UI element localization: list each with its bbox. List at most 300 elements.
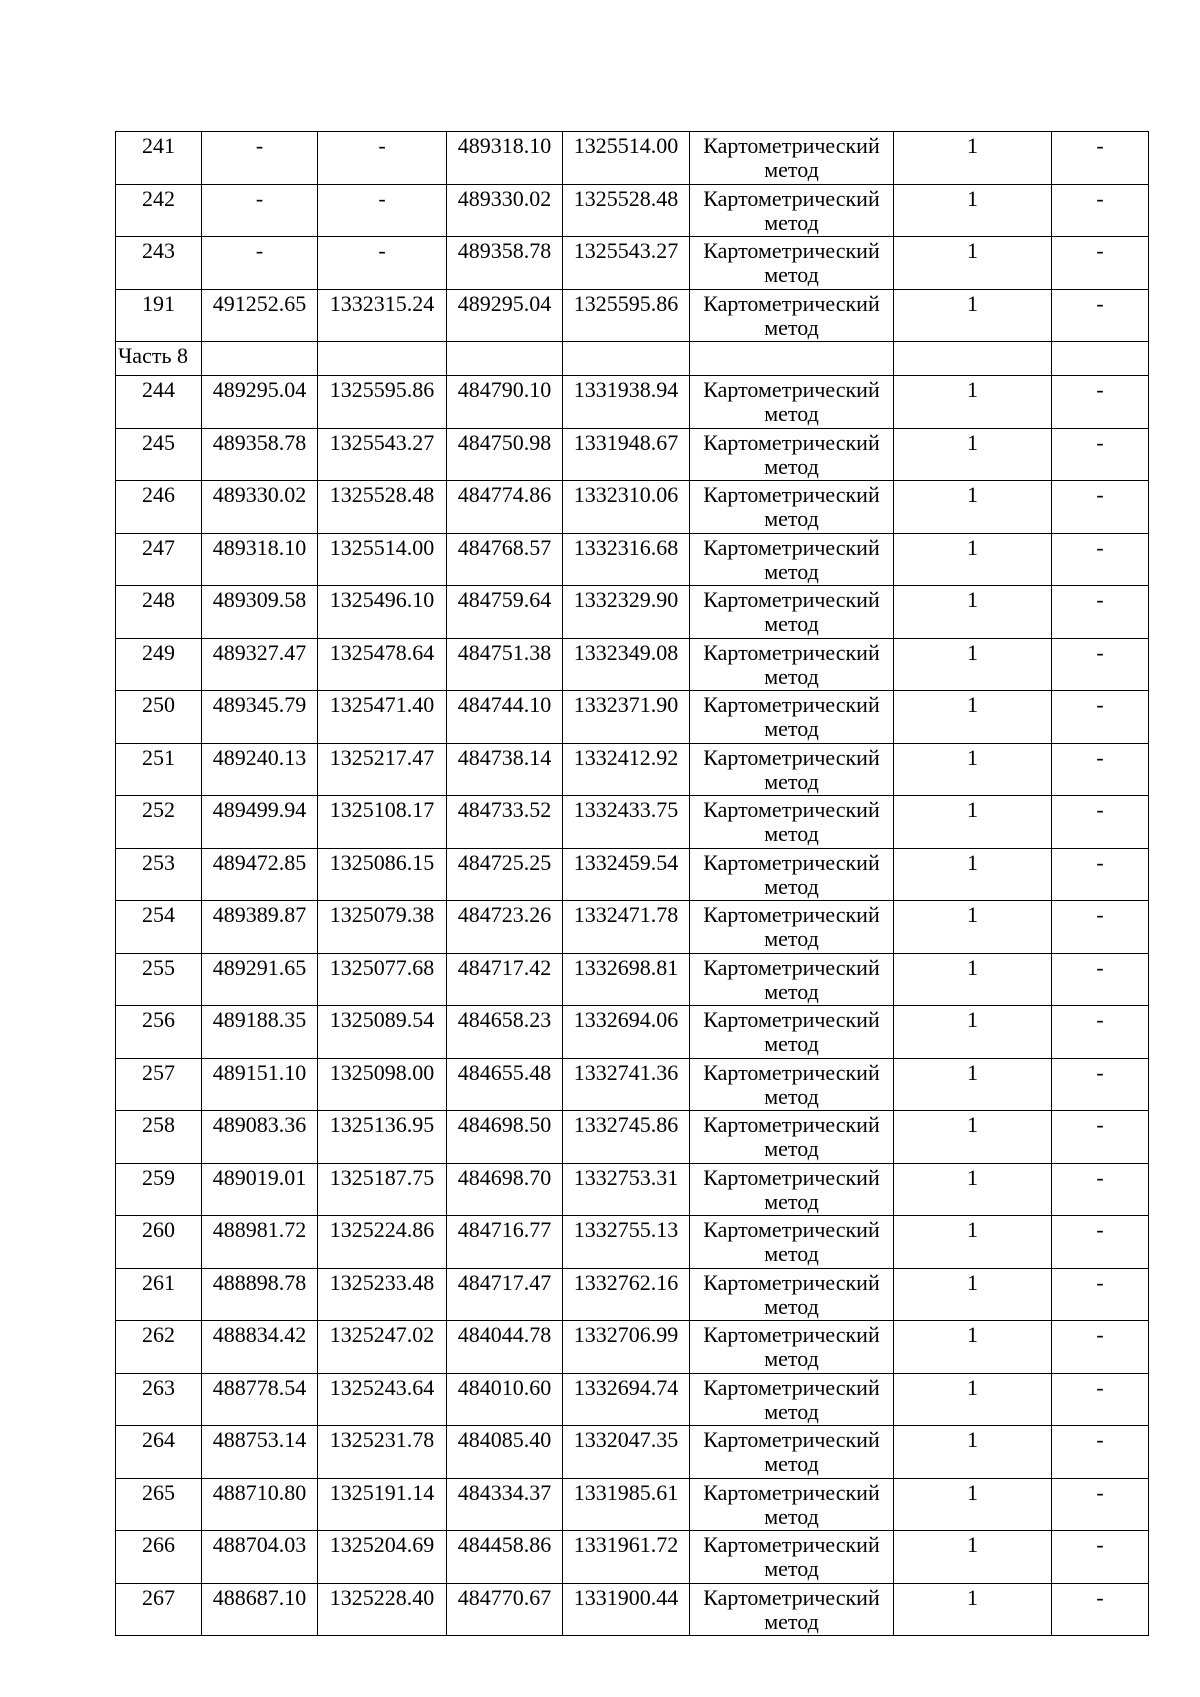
new-y-cell: 1332745.86 [563,1111,690,1164]
new-y-cell: 1332316.68 [563,533,690,586]
method-cell [690,1006,894,1059]
old-x-cell: - [202,132,318,185]
old-y-cell: 1325228.40 [318,1583,447,1636]
old-x-cell: 489358.78 [202,428,318,481]
method-line: метод [764,768,819,794]
section-header-row [116,342,1149,376]
accuracy-cell: 1 [894,289,1052,342]
point-number-cell: 264 [116,1426,202,1479]
method-line: метод [764,1241,819,1266]
new-y-cell: 1331948.67 [563,428,690,481]
accuracy-cell: 1 [894,1531,1052,1584]
point-number-cell: 260 [116,1216,202,1269]
method-cell [690,1373,894,1426]
method-cell [690,289,894,342]
method-line: метод [764,1398,819,1424]
new-x-cell: 484458.86 [447,1531,563,1584]
old-x-cell: 488687.10 [202,1583,318,1636]
method-cell [690,743,894,796]
old-y-cell: 1325543.27 [318,428,447,481]
table-row [116,184,1149,237]
old-y-cell: 1325086.15 [318,848,447,901]
method-line: Картометрический [703,238,880,263]
table-row [116,1373,1149,1426]
point-number-cell: 247 [116,533,202,586]
new-y-cell: 1332471.78 [563,901,690,954]
old-y-cell: 1325187.75 [318,1163,447,1216]
method-line: Картометрический [703,639,880,665]
method-cell [690,428,894,481]
point-number-cell: 248 [116,586,202,639]
point-number-cell: 251 [116,743,202,796]
accuracy-cell: 1 [894,1058,1052,1111]
table-row [116,638,1149,691]
method-line: Картометрический [703,290,880,316]
point-number-cell: 245 [116,428,202,481]
old-x-cell: 489318.10 [202,533,318,586]
old-y-cell: - [318,132,447,185]
new-x-cell: 484716.77 [447,1216,563,1269]
new-x-cell: 484738.14 [447,743,563,796]
method-line: Картометрический [703,587,880,612]
new-y-cell: 1325543.27 [563,237,690,290]
method-line: метод [764,314,819,340]
method-line: Картометрический [703,1584,880,1610]
note-cell: - [1052,1058,1149,1111]
accuracy-cell: 1 [894,848,1052,901]
point-number-cell: 258 [116,1111,202,1164]
old-y-cell: 1325233.48 [318,1268,447,1321]
new-y-cell: 1332694.74 [563,1373,690,1426]
old-x-cell: 488710.80 [202,1478,318,1531]
new-x-cell: 484790.10 [447,376,563,429]
note-cell: - [1052,237,1149,290]
new-y-cell: 1332329.90 [563,586,690,639]
new-x-cell: 484768.57 [447,533,563,586]
method-line: метод [764,558,819,584]
old-y-cell: 1325089.54 [318,1006,447,1059]
accuracy-cell: 1 [894,901,1052,954]
note-cell: - [1052,132,1149,185]
table-row [116,481,1149,534]
method-cell [690,1111,894,1164]
new-y-cell: 1332694.06 [563,1006,690,1059]
method-line: метод [764,453,819,479]
method-line: Картометрический [703,482,880,507]
note-cell: - [1052,1268,1149,1321]
method-cell [690,1426,894,1479]
method-cell [690,901,894,954]
table-row [116,848,1149,901]
new-y-cell: 1331900.44 [563,1583,690,1636]
old-y-cell: 1325496.10 [318,586,447,639]
new-x-cell: 484744.10 [447,691,563,744]
method-line: метод [764,978,819,1004]
method-line: метод [764,1136,819,1161]
empty-cell [563,342,690,376]
old-y-cell: 1325079.38 [318,901,447,954]
method-line: Картометрический [703,1164,880,1190]
accuracy-cell: 1 [894,1006,1052,1059]
table-row [116,691,1149,744]
method-cell [690,1268,894,1321]
new-x-cell: 489330.02 [447,184,563,237]
accuracy-cell: 1 [894,481,1052,534]
note-cell: - [1052,796,1149,849]
note-cell: - [1052,289,1149,342]
method-line: метод [764,611,819,636]
new-y-cell: 1331938.94 [563,376,690,429]
old-y-cell: 1325247.02 [318,1321,447,1374]
method-line: Картометрический [703,429,880,455]
point-number-cell: 261 [116,1268,202,1321]
method-cell [690,796,894,849]
method-line: метод [764,401,819,426]
new-y-cell: 1332459.54 [563,848,690,901]
old-y-cell: 1325231.78 [318,1426,447,1479]
old-x-cell: 488981.72 [202,1216,318,1269]
method-line: Картометрический [703,185,880,211]
point-number-cell: 246 [116,481,202,534]
old-y-cell: 1325528.48 [318,481,447,534]
note-cell: - [1052,1531,1149,1584]
note-cell: - [1052,1163,1149,1216]
old-x-cell: 488704.03 [202,1531,318,1584]
method-line: Картометрический [703,797,880,822]
point-number-cell: 253 [116,848,202,901]
method-cell [690,638,894,691]
accuracy-cell: 1 [894,1321,1052,1374]
table-row [116,743,1149,796]
method-line: Картометрический [703,377,880,402]
old-y-cell: 1325478.64 [318,638,447,691]
point-number-cell: 241 [116,132,202,185]
method-line: метод [764,663,819,689]
accuracy-cell: 1 [894,237,1052,290]
note-cell: - [1052,1426,1149,1479]
new-x-cell: 489358.78 [447,237,563,290]
point-number-cell: 242 [116,184,202,237]
old-y-cell: 1325595.86 [318,376,447,429]
table-row [116,901,1149,954]
method-cell [690,691,894,744]
method-line: метод [764,1503,819,1529]
method-line: Картометрический [703,744,880,770]
new-y-cell: 1332753.31 [563,1163,690,1216]
old-y-cell: 1325191.14 [318,1478,447,1531]
accuracy-cell: 1 [894,184,1052,237]
table-row [116,1583,1149,1636]
table-row [116,1163,1149,1216]
old-x-cell: 489291.65 [202,953,318,1006]
table-row [116,428,1149,481]
old-y-cell: 1325077.68 [318,953,447,1006]
old-x-cell: 491252.65 [202,289,318,342]
note-cell: - [1052,1321,1149,1374]
accuracy-cell: 1 [894,1426,1052,1479]
old-y-cell: 1325514.00 [318,533,447,586]
new-y-cell: 1332412.92 [563,743,690,796]
old-y-cell: 1325098.00 [318,1058,447,1111]
old-y-cell: 1325108.17 [318,796,447,849]
note-cell: - [1052,586,1149,639]
method-line: Картометрический [703,1007,880,1032]
table-row [116,1478,1149,1531]
new-x-cell: 484717.47 [447,1268,563,1321]
empty-cell [894,342,1052,376]
table-row [116,1006,1149,1059]
old-y-cell: 1325136.95 [318,1111,447,1164]
note-cell: - [1052,1478,1149,1531]
point-number-cell: 257 [116,1058,202,1111]
note-cell: - [1052,1216,1149,1269]
note-cell: - [1052,848,1149,901]
accuracy-cell: 1 [894,376,1052,429]
new-x-cell: 484770.67 [447,1583,563,1636]
note-cell: - [1052,481,1149,534]
note-cell: - [1052,743,1149,796]
old-y-cell: 1325224.86 [318,1216,447,1269]
method-line: метод [764,1608,819,1634]
note-cell: - [1052,1111,1149,1164]
new-x-cell: 484723.26 [447,901,563,954]
old-x-cell: 489327.47 [202,638,318,691]
table-row [116,533,1149,586]
new-x-cell: 484698.70 [447,1163,563,1216]
method-line: метод [764,821,819,846]
point-number-cell: 252 [116,796,202,849]
new-y-cell: 1332762.16 [563,1268,690,1321]
method-line: Картометрический [703,1059,880,1085]
old-x-cell: 489389.87 [202,901,318,954]
new-y-cell: 1332698.81 [563,953,690,1006]
method-cell [690,1216,894,1269]
accuracy-cell: 1 [894,1373,1052,1426]
new-x-cell: 484010.60 [447,1373,563,1426]
method-line: Картометрический [703,1217,880,1242]
point-number-cell: 250 [116,691,202,744]
empty-cell [202,342,318,376]
empty-cell [447,342,563,376]
table-row [116,1321,1149,1374]
method-cell [690,1163,894,1216]
method-line: метод [764,1556,819,1581]
point-number-cell: 267 [116,1583,202,1636]
old-x-cell: 489472.85 [202,848,318,901]
method-cell [690,1478,894,1531]
method-line: Картометрический [703,849,880,875]
accuracy-cell: 1 [894,796,1052,849]
empty-cell [690,342,894,376]
note-cell: - [1052,184,1149,237]
table-row [116,796,1149,849]
point-number-cell: 265 [116,1478,202,1531]
method-line: метод [764,506,819,531]
old-y-cell: - [318,237,447,290]
new-y-cell: 1332047.35 [563,1426,690,1479]
method-line: Картометрический [703,1479,880,1505]
new-x-cell: 484717.42 [447,953,563,1006]
table-row [116,1058,1149,1111]
table-row [116,376,1149,429]
note-cell: - [1052,901,1149,954]
method-cell [690,237,894,290]
new-x-cell: 489295.04 [447,289,563,342]
note-cell: - [1052,691,1149,744]
method-cell [690,1531,894,1584]
new-x-cell: 484655.48 [447,1058,563,1111]
point-number-cell: 255 [116,953,202,1006]
coordinates-table [115,131,1149,1636]
old-x-cell: 489240.13 [202,743,318,796]
old-x-cell: 489499.94 [202,796,318,849]
new-y-cell: 1332755.13 [563,1216,690,1269]
table-row [116,237,1149,290]
old-x-cell: - [202,237,318,290]
old-x-cell: 488753.14 [202,1426,318,1479]
table-row [116,1268,1149,1321]
method-line: Картометрический [703,1269,880,1295]
new-x-cell: 484751.38 [447,638,563,691]
old-y-cell: 1325243.64 [318,1373,447,1426]
method-cell [690,848,894,901]
point-number-cell: 266 [116,1531,202,1584]
method-line: Картометрический [703,1322,880,1347]
table-row [116,132,1149,185]
old-y-cell: 1325217.47 [318,743,447,796]
new-x-cell: 484733.52 [447,796,563,849]
method-line: Картометрический [703,1532,880,1557]
method-line: Картометрический [703,1374,880,1400]
new-x-cell: 484759.64 [447,586,563,639]
new-x-cell: 484725.25 [447,848,563,901]
method-line: метод [764,1031,819,1056]
table-body [116,132,1149,1636]
note-cell: - [1052,376,1149,429]
note-cell: - [1052,428,1149,481]
point-number-cell: 191 [116,289,202,342]
note-cell: - [1052,533,1149,586]
old-y-cell: 1332315.24 [318,289,447,342]
point-number-cell: 262 [116,1321,202,1374]
old-x-cell: 489330.02 [202,481,318,534]
old-x-cell: 489295.04 [202,376,318,429]
accuracy-cell: 1 [894,586,1052,639]
old-x-cell: 489151.10 [202,1058,318,1111]
accuracy-cell: 1 [894,1583,1052,1636]
old-x-cell: 489309.58 [202,586,318,639]
method-line: Картометрический [703,133,880,158]
table-row [116,953,1149,1006]
accuracy-cell: 1 [894,428,1052,481]
method-line: метод [764,262,819,287]
new-x-cell: 484044.78 [447,1321,563,1374]
new-y-cell: 1331985.61 [563,1478,690,1531]
method-line: Картометрический [703,902,880,927]
note-cell: - [1052,638,1149,691]
point-number-cell: 256 [116,1006,202,1059]
old-x-cell: 488834.42 [202,1321,318,1374]
empty-cell [1052,342,1149,376]
accuracy-cell: 1 [894,1163,1052,1216]
point-number-cell: 263 [116,1373,202,1426]
method-line: метод [764,1188,819,1214]
method-cell [690,586,894,639]
method-line: метод [764,157,819,182]
new-x-cell: 484774.86 [447,481,563,534]
table-row [116,1216,1149,1269]
accuracy-cell: 1 [894,638,1052,691]
table-row [116,289,1149,342]
point-number-cell: 244 [116,376,202,429]
method-line: Картометрический [703,1112,880,1137]
table-row [116,1111,1149,1164]
old-x-cell: 488778.54 [202,1373,318,1426]
new-y-cell: 1332741.36 [563,1058,690,1111]
table-row [116,1531,1149,1584]
method-line: метод [764,873,819,899]
new-x-cell: 489318.10 [447,132,563,185]
new-y-cell: 1331961.72 [563,1531,690,1584]
new-x-cell: 484750.98 [447,428,563,481]
method-cell [690,132,894,185]
new-y-cell: 1332706.99 [563,1321,690,1374]
new-y-cell: 1332433.75 [563,796,690,849]
accuracy-cell: 1 [894,1478,1052,1531]
new-y-cell: 1332349.08 [563,638,690,691]
method-line: метод [764,926,819,951]
method-line: метод [764,1451,819,1476]
new-y-cell: 1325514.00 [563,132,690,185]
section-label: Часть 8 [116,342,202,376]
old-x-cell: - [202,184,318,237]
method-line: метод [764,1083,819,1109]
note-cell: - [1052,1373,1149,1426]
new-x-cell: 484334.37 [447,1478,563,1531]
note-cell: - [1052,953,1149,1006]
old-x-cell: 489188.35 [202,1006,318,1059]
accuracy-cell: 1 [894,1216,1052,1269]
method-cell [690,1321,894,1374]
method-line: метод [764,716,819,741]
method-cell [690,1058,894,1111]
accuracy-cell: 1 [894,132,1052,185]
method-cell [690,376,894,429]
method-line: Картометрический [703,692,880,717]
new-y-cell: 1332310.06 [563,481,690,534]
accuracy-cell: 1 [894,533,1052,586]
new-y-cell: 1332371.90 [563,691,690,744]
point-number-cell: 249 [116,638,202,691]
old-y-cell: 1325471.40 [318,691,447,744]
accuracy-cell: 1 [894,1111,1052,1164]
old-x-cell: 489083.36 [202,1111,318,1164]
method-cell [690,184,894,237]
note-cell: - [1052,1006,1149,1059]
old-x-cell: 489019.01 [202,1163,318,1216]
note-cell: - [1052,1583,1149,1636]
table-row [116,1426,1149,1479]
old-x-cell: 489345.79 [202,691,318,744]
method-line: Картометрический [703,1427,880,1452]
point-number-cell: 243 [116,237,202,290]
new-x-cell: 484658.23 [447,1006,563,1059]
table-row [116,586,1149,639]
point-number-cell: 254 [116,901,202,954]
old-y-cell: 1325204.69 [318,1531,447,1584]
point-number-cell: 259 [116,1163,202,1216]
method-line: Картометрический [703,954,880,980]
